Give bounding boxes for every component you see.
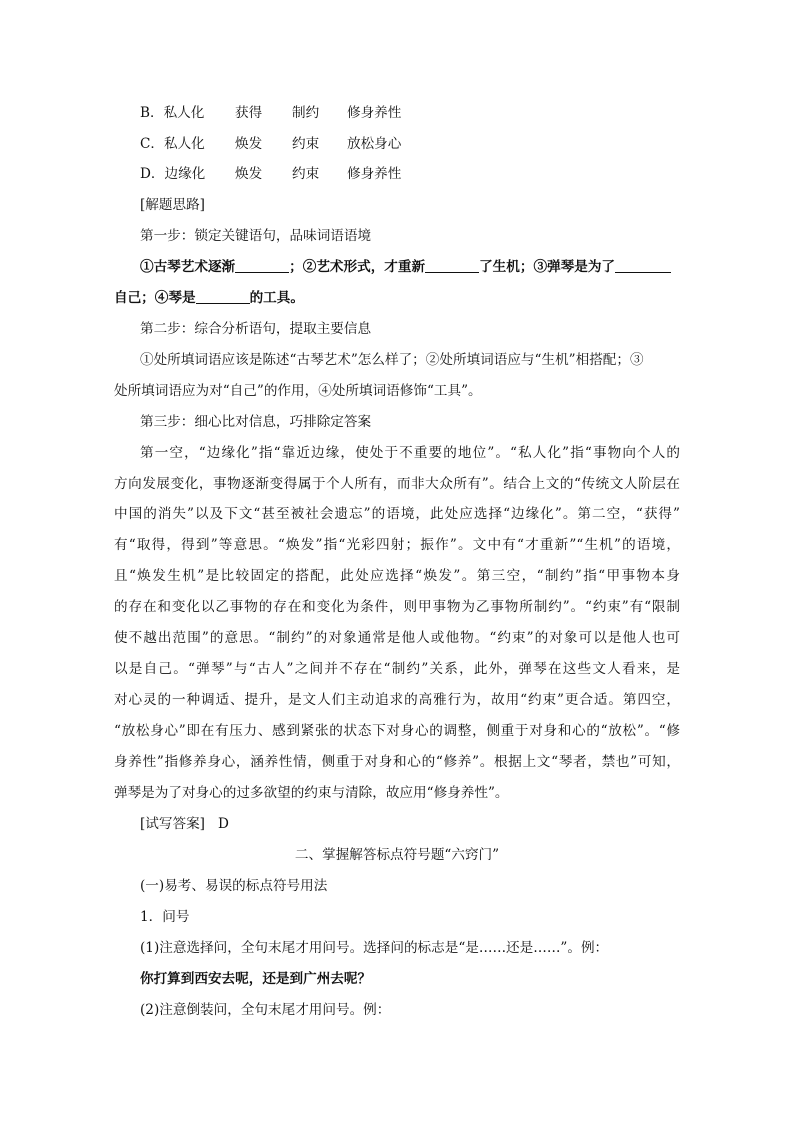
answer-value: D [217, 816, 229, 832]
step1-part1: ①古琴艺术逐渐 [140, 259, 236, 275]
blank-4 [196, 289, 250, 304]
analysis-line-10: “放松身心”即在有压力、感到紧张的状态下对身心的调整，侧重于对身和心的“放松”。“修 [114, 723, 680, 739]
step2-title: 第二步：综合分析语句，提取主要信息 [140, 321, 372, 337]
analysis-line-6: 的存在和变化以乙事物的存在和变化为条件，则甲事物为乙事物所制约”。“约束”有“限制 [114, 599, 680, 615]
analysis-line-11: 身养性”指修养身心，涵养性情，侧重于对身和心的“修养”。根据上文“琴者，禁也”可知， [114, 754, 680, 770]
option-c-word-3: 约束 [292, 136, 320, 152]
option-d-word-3: 约束 [292, 166, 320, 182]
step1-sentence-line1 [140, 257, 671, 277]
analysis-line-7: 使不越出范围”的意思。“制约”的对象通常是他人或他物。“约束”的对象可以是他人也可 [114, 630, 680, 646]
step1-part3: 了生机；③弹琴是为了 [479, 259, 616, 275]
option-b-word-4: 修身养性 [347, 105, 402, 121]
option-d-word-2: 焕发 [235, 166, 263, 182]
step2-line1: ①处所填词语应该是陈述“古琴艺术”怎么样了；②处所填词语应与“生机”相搭配；③ [140, 352, 644, 368]
blank-2 [425, 258, 479, 273]
example-sentence-1: 你打算到西安去呢，还是到广州去呢？ [140, 971, 372, 987]
analysis-line-2: 方向发展变化，事物逐渐变得属于个人所有，而非大众所有”。结合上文的“传统文人阶层在 [114, 476, 680, 492]
option-c-word-2: 焕发 [235, 136, 263, 152]
item-1-1: (1)注意选择问，全句末尾才用问号。选择问的标志是“是……还是……”。例： [140, 940, 609, 956]
blank-1 [235, 258, 289, 273]
analysis-line-1: 第一空，“边缘化”指“靠近边缘，使处于不重要的地位”。“私人化”指“事物向个人的 [140, 445, 680, 461]
step1-part2: ；②艺术形式，才重新 [289, 259, 426, 275]
analysis-line-3: 中国的消失”以及下文“甚至被社会遗忘”的语境，此处应选择“边缘化”。第二空，“获得” [114, 506, 680, 522]
step1-title: 第一步：锁定关键语句，品味词语语境 [140, 228, 372, 244]
analysis-line-12: 弹琴是为了对身心的过多欲望的约束与清除，故应用“修身养性”。 [114, 785, 509, 801]
jieti-heading: [解题思路] [140, 197, 205, 213]
answer-label: [试写答案] [140, 816, 205, 832]
step3-title: 第三步：细心比对信息，巧排除定答案 [140, 414, 372, 430]
option-d-label: D．边缘化 [140, 166, 206, 182]
step2-line2: 处所填词语应为对“自己”的作用，④处所填词语修饰“工具”。 [114, 383, 482, 399]
option-b-word-3: 制约 [292, 105, 320, 121]
step1-sentence-line2 [114, 288, 680, 308]
section-title: 二、掌握解答标点符号题“六窍门” [294, 847, 500, 863]
option-d-word-4: 修身养性 [347, 166, 402, 182]
blank-3 [615, 258, 671, 273]
analysis-line-8: 以是自己。“弹琴”与“古人”之间并不存在“制约”关系，此外，弹琴在这些文人看来，是 [114, 661, 680, 677]
option-c-word-4: 放松身心 [347, 136, 402, 152]
option-c-label: C．私人化 [140, 136, 205, 152]
analysis-line-5: 且“焕发生机”是比较固定的搭配，此处应选择“焕发”。第三空，“制约”指“甲事物本身 [114, 568, 680, 584]
answer-line [140, 814, 229, 834]
analysis-line-4: 有“取得，得到”等意思。“焕发”指“光彩四射；振作”。文中有“才重新”“生机”的语境， [114, 537, 680, 553]
subsection-title: (一)易考、易误的标点符号用法 [140, 878, 328, 894]
option-b-word-2: 获得 [235, 105, 263, 121]
step1-part4: 自己；④琴是 [114, 290, 196, 306]
analysis-line-9: 对心灵的一种调适、提升，是文人们主动追求的高雅行为，故用“约束”更合适。第四空， [114, 692, 680, 708]
option-b-label: B．私人化 [140, 105, 205, 121]
item-question-mark: 1．问号 [140, 909, 190, 925]
item-1-2: (2)注意倒装问，全句末尾才用问号。例： [140, 1002, 391, 1018]
step1-part5: 的工具。 [249, 290, 304, 306]
